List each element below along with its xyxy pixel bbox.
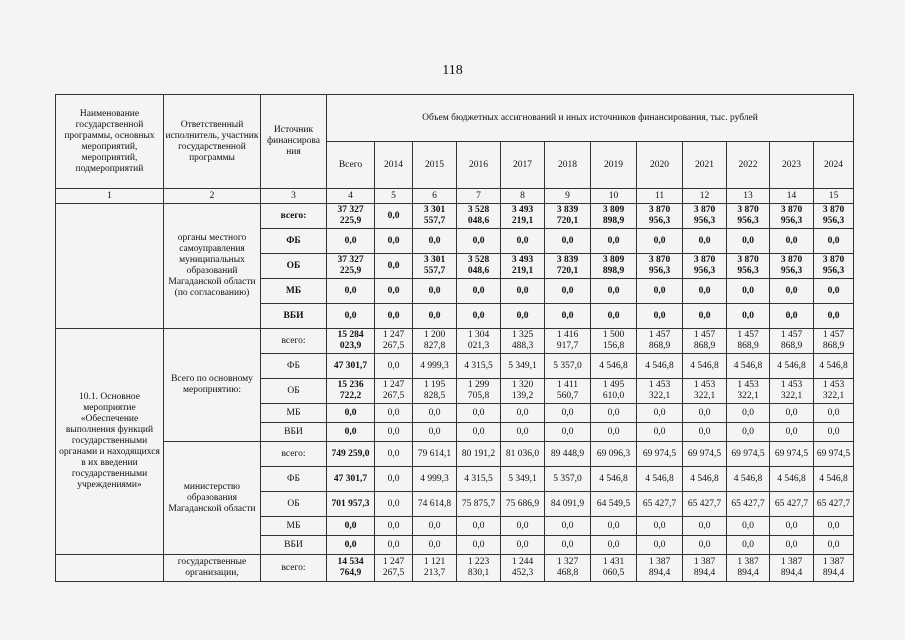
executor-cell: государственные организации,: [164, 555, 261, 582]
value-cell: 0,0: [814, 279, 854, 304]
value-cell: 0,0: [637, 536, 683, 555]
value-cell: 0,0: [814, 304, 854, 329]
value-cell: 3 493 219,1: [501, 254, 545, 279]
value-cell: 0,0: [591, 279, 637, 304]
header-program-name: Наименование государственной программы, основных мероприятий, мероприятий, подмероприятий: [56, 95, 164, 189]
source-cell: ФБ: [261, 354, 327, 379]
value-cell: 3 870 956,3: [814, 254, 854, 279]
value-cell: 89 448,9: [545, 442, 591, 467]
value-cell: 65 427,7: [683, 492, 727, 517]
value-cell: 65 427,7: [770, 492, 814, 517]
value-cell: 0,0: [770, 229, 814, 254]
value-cell: 69 974,5: [727, 442, 770, 467]
value-cell: 1 121 213,7: [413, 555, 457, 582]
value-cell: 1 299 705,8: [457, 379, 501, 404]
value-cell: 0,0: [457, 279, 501, 304]
value-cell: 4 546,8: [637, 467, 683, 492]
column-number-cell: 6: [413, 189, 457, 204]
value-cell: 3 839 720,1: [545, 204, 591, 229]
column-number-row: [56, 189, 854, 204]
value-cell: 3 870 956,3: [637, 254, 683, 279]
value-cell: 0,0: [501, 517, 545, 536]
value-cell: 0,0: [375, 279, 413, 304]
source-cell: ФБ: [261, 229, 327, 254]
value-cell: 0,0: [327, 279, 375, 304]
value-cell: 81 036,0: [501, 442, 545, 467]
source-cell: всего:: [261, 555, 327, 582]
executor-cell: органы местного самоуправления муниципальных образований Магаданской области (по согласованию): [164, 204, 261, 329]
column-number-cell: 7: [457, 189, 501, 204]
value-cell: 0,0: [591, 229, 637, 254]
header-year-cell: 2022: [727, 142, 770, 189]
value-cell: 0,0: [814, 517, 854, 536]
value-cell: 0,0: [375, 423, 413, 442]
value-cell: 1 453 322,1: [770, 379, 814, 404]
header-year-cell: 2024: [814, 142, 854, 189]
value-cell: 14 534 764,9: [327, 555, 375, 582]
value-cell: 1 457 868,9: [683, 329, 727, 354]
value-cell: 1 327 468,8: [545, 555, 591, 582]
value-cell: 0,0: [683, 536, 727, 555]
value-cell: 0,0: [501, 423, 545, 442]
column-number-cell: 15: [814, 189, 854, 204]
column-number-cell: 13: [727, 189, 770, 204]
value-cell: 0,0: [413, 423, 457, 442]
value-cell: 0,0: [501, 536, 545, 555]
value-cell: 0,0: [814, 536, 854, 555]
value-cell: 1 304 021,3: [457, 329, 501, 354]
value-cell: 0,0: [457, 517, 501, 536]
value-cell: 0,0: [814, 229, 854, 254]
header-row: [56, 95, 854, 142]
value-cell: 3 528 048,6: [457, 204, 501, 229]
value-cell: 0,0: [375, 404, 413, 423]
header-year-cell: Всего: [327, 142, 375, 189]
value-cell: 69 974,5: [770, 442, 814, 467]
value-cell: 0,0: [591, 536, 637, 555]
source-cell: ФБ: [261, 467, 327, 492]
table-row: [56, 329, 854, 354]
value-cell: 0,0: [457, 304, 501, 329]
value-cell: 0,0: [591, 304, 637, 329]
header-source: Источник финансирова ния: [261, 95, 327, 189]
value-cell: 3 870 956,3: [727, 204, 770, 229]
value-cell: 0,0: [591, 404, 637, 423]
value-cell: 0,0: [770, 279, 814, 304]
value-cell: 0,0: [327, 536, 375, 555]
header-year-cell: 2016: [457, 142, 501, 189]
value-cell: 4 546,8: [727, 354, 770, 379]
value-cell: 37 327 225,9: [327, 204, 375, 229]
value-cell: 0,0: [501, 404, 545, 423]
source-cell: ОБ: [261, 379, 327, 404]
value-cell: 0,0: [770, 517, 814, 536]
value-cell: 4 546,8: [637, 354, 683, 379]
value-cell: 84 091,9: [545, 492, 591, 517]
value-cell: 1 325 488,3: [501, 329, 545, 354]
value-cell: 3 870 956,3: [814, 204, 854, 229]
value-cell: 0,0: [327, 517, 375, 536]
value-cell: 0,0: [375, 492, 413, 517]
value-cell: 0,0: [413, 517, 457, 536]
value-cell: 0,0: [375, 354, 413, 379]
value-cell: 5 357,0: [545, 354, 591, 379]
value-cell: 1 200 827,8: [413, 329, 457, 354]
value-cell: 1 457 868,9: [814, 329, 854, 354]
value-cell: 0,0: [327, 304, 375, 329]
value-cell: 1 320 139,2: [501, 379, 545, 404]
value-cell: 74 614,8: [413, 492, 457, 517]
value-cell: 64 549,5: [591, 492, 637, 517]
value-cell: 0,0: [770, 304, 814, 329]
value-cell: 5 349,1: [501, 354, 545, 379]
value-cell: 0,0: [545, 517, 591, 536]
value-cell: 1 387 894,4: [637, 555, 683, 582]
value-cell: 3 528 048,6: [457, 254, 501, 279]
program-name-cell: [56, 204, 164, 329]
header-year-cell: 2017: [501, 142, 545, 189]
value-cell: 0,0: [501, 229, 545, 254]
value-cell: 4 546,8: [683, 467, 727, 492]
value-cell: 3 870 956,3: [770, 204, 814, 229]
value-cell: 79 614,1: [413, 442, 457, 467]
value-cell: 1 453 322,1: [727, 379, 770, 404]
value-cell: 0,0: [375, 304, 413, 329]
value-cell: 0,0: [683, 229, 727, 254]
value-cell: 3 870 956,3: [637, 204, 683, 229]
value-cell: 0,0: [727, 517, 770, 536]
value-cell: 1 247 267,5: [375, 379, 413, 404]
value-cell: 1 453 322,1: [814, 379, 854, 404]
value-cell: 0,0: [375, 536, 413, 555]
value-cell: 1 387 894,4: [770, 555, 814, 582]
value-cell: 0,0: [375, 229, 413, 254]
column-number-cell: 3: [261, 189, 327, 204]
value-cell: 15 284 023,9: [327, 329, 375, 354]
value-cell: 69 974,5: [814, 442, 854, 467]
header-year-cell: 2023: [770, 142, 814, 189]
column-number-cell: 2: [164, 189, 261, 204]
source-cell: всего:: [261, 204, 327, 229]
value-cell: 3 870 956,3: [683, 254, 727, 279]
value-cell: 1 387 894,4: [814, 555, 854, 582]
table-row: [56, 204, 854, 229]
value-cell: 0,0: [637, 404, 683, 423]
page-number: 118: [442, 63, 463, 78]
value-cell: 0,0: [591, 423, 637, 442]
value-cell: 1 244 452,3: [501, 555, 545, 582]
value-cell: 1 247 267,5: [375, 329, 413, 354]
source-cell: МБ: [261, 404, 327, 423]
value-cell: 1 495 610,0: [591, 379, 637, 404]
value-cell: 0,0: [727, 304, 770, 329]
value-cell: 4 546,8: [770, 467, 814, 492]
source-cell: всего:: [261, 329, 327, 354]
value-cell: 1 457 868,9: [637, 329, 683, 354]
value-cell: 3 493 219,1: [501, 204, 545, 229]
header-year-cell: 2018: [545, 142, 591, 189]
value-cell: 701 957,3: [327, 492, 375, 517]
value-cell: 47 301,7: [327, 467, 375, 492]
header-year-cell: 2020: [637, 142, 683, 189]
program-name-cell: 10.1. Основное мероприятие «Обеспечение выполнения функций государственными органами и находящихся в их введении государственными учреждениями»: [56, 329, 164, 555]
column-number-cell: 8: [501, 189, 545, 204]
value-cell: 0,0: [501, 304, 545, 329]
value-cell: 1 416 917,7: [545, 329, 591, 354]
value-cell: 0,0: [413, 536, 457, 555]
value-cell: 4 546,8: [814, 354, 854, 379]
value-cell: 1 247 267,5: [375, 555, 413, 582]
executor-cell: министерство образования Магаданской области: [164, 442, 261, 555]
value-cell: 0,0: [727, 536, 770, 555]
value-cell: 1 387 894,4: [683, 555, 727, 582]
column-number-cell: 9: [545, 189, 591, 204]
column-number-cell: 5: [375, 189, 413, 204]
value-cell: 749 259,0: [327, 442, 375, 467]
value-cell: 5 357,0: [545, 467, 591, 492]
value-cell: 69 974,5: [683, 442, 727, 467]
header-year-cell: 2015: [413, 142, 457, 189]
source-cell: ОБ: [261, 254, 327, 279]
value-cell: 4 315,5: [457, 467, 501, 492]
value-cell: 0,0: [501, 279, 545, 304]
table-row: [56, 442, 854, 467]
value-cell: 4 999,3: [413, 467, 457, 492]
value-cell: 65 427,7: [637, 492, 683, 517]
column-number-cell: 1: [56, 189, 164, 204]
value-cell: 0,0: [814, 423, 854, 442]
value-cell: 0,0: [413, 279, 457, 304]
value-cell: 3 870 956,3: [770, 254, 814, 279]
value-cell: 4 546,8: [591, 467, 637, 492]
value-cell: 4 546,8: [727, 467, 770, 492]
budget-table: [55, 94, 854, 582]
value-cell: 4 546,8: [814, 467, 854, 492]
value-cell: 4 546,8: [683, 354, 727, 379]
value-cell: 0,0: [683, 423, 727, 442]
value-cell: 1 431 060,5: [591, 555, 637, 582]
value-cell: 0,0: [770, 536, 814, 555]
value-cell: 3 301 557,7: [413, 204, 457, 229]
value-cell: 0,0: [457, 423, 501, 442]
value-cell: 4 999,3: [413, 354, 457, 379]
value-cell: 4 546,8: [591, 354, 637, 379]
header-year-cell: 2019: [591, 142, 637, 189]
value-cell: 1 223 830,1: [457, 555, 501, 582]
value-cell: 65 427,7: [727, 492, 770, 517]
value-cell: 1 387 894,4: [727, 555, 770, 582]
value-cell: 0,0: [327, 404, 375, 423]
column-number-cell: 14: [770, 189, 814, 204]
table-row: [56, 555, 854, 582]
value-cell: 75 875,7: [457, 492, 501, 517]
value-cell: 0,0: [375, 204, 413, 229]
header-year-cell: 2014: [375, 142, 413, 189]
value-cell: 0,0: [545, 279, 591, 304]
value-cell: 0,0: [545, 404, 591, 423]
value-cell: 0,0: [375, 467, 413, 492]
source-cell: ОБ: [261, 492, 327, 517]
value-cell: 1 411 560,7: [545, 379, 591, 404]
value-cell: 1 500 156,8: [591, 329, 637, 354]
column-number-cell: 11: [637, 189, 683, 204]
value-cell: 0,0: [683, 517, 727, 536]
source-cell: ВБИ: [261, 304, 327, 329]
value-cell: 0,0: [727, 423, 770, 442]
value-cell: 0,0: [727, 404, 770, 423]
value-cell: 0,0: [327, 423, 375, 442]
value-cell: 0,0: [457, 404, 501, 423]
column-number-cell: 12: [683, 189, 727, 204]
executor-cell: Всего по основному мероприятию:: [164, 329, 261, 442]
value-cell: 0,0: [545, 536, 591, 555]
value-cell: 3 809 898,9: [591, 204, 637, 229]
value-cell: 47 301,7: [327, 354, 375, 379]
source-cell: всего:: [261, 442, 327, 467]
value-cell: 0,0: [683, 279, 727, 304]
value-cell: 0,0: [327, 229, 375, 254]
value-cell: 0,0: [375, 254, 413, 279]
value-cell: 0,0: [375, 517, 413, 536]
source-cell: МБ: [261, 517, 327, 536]
value-cell: 0,0: [545, 304, 591, 329]
program-name-cell: [56, 555, 164, 582]
value-cell: 3 870 956,3: [727, 254, 770, 279]
value-cell: 1 457 868,9: [770, 329, 814, 354]
value-cell: 0,0: [413, 404, 457, 423]
value-cell: 65 427,7: [814, 492, 854, 517]
value-cell: 3 809 898,9: [591, 254, 637, 279]
value-cell: 0,0: [545, 423, 591, 442]
value-cell: 80 191,2: [457, 442, 501, 467]
value-cell: 0,0: [770, 404, 814, 423]
value-cell: 5 349,1: [501, 467, 545, 492]
value-cell: 0,0: [637, 279, 683, 304]
value-cell: 0,0: [413, 229, 457, 254]
source-cell: МБ: [261, 279, 327, 304]
value-cell: 0,0: [637, 229, 683, 254]
value-cell: 0,0: [727, 279, 770, 304]
value-cell: 0,0: [727, 229, 770, 254]
source-cell: ВБИ: [261, 536, 327, 555]
value-cell: 75 686,9: [501, 492, 545, 517]
value-cell: 3 301 557,7: [413, 254, 457, 279]
value-cell: 1 453 322,1: [683, 379, 727, 404]
value-cell: 0,0: [814, 404, 854, 423]
value-cell: 3 870 956,3: [683, 204, 727, 229]
value-cell: 69 974,5: [637, 442, 683, 467]
value-cell: 1 457 868,9: [727, 329, 770, 354]
value-cell: 4 546,8: [770, 354, 814, 379]
value-cell: 0,0: [637, 304, 683, 329]
value-cell: 0,0: [637, 423, 683, 442]
column-number-cell: 4: [327, 189, 375, 204]
value-cell: 0,0: [683, 304, 727, 329]
value-cell: 0,0: [457, 536, 501, 555]
header-executor: Ответственный исполнитель, участник государственной программы: [164, 95, 261, 189]
value-cell: 1 195 828,5: [413, 379, 457, 404]
source-cell: ВБИ: [261, 423, 327, 442]
value-cell: 0,0: [457, 229, 501, 254]
value-cell: 69 096,3: [591, 442, 637, 467]
value-cell: 0,0: [375, 442, 413, 467]
value-cell: 1 453 322,1: [637, 379, 683, 404]
value-cell: 0,0: [637, 517, 683, 536]
value-cell: 0,0: [591, 517, 637, 536]
value-cell: 0,0: [683, 404, 727, 423]
value-cell: 37 327 225,9: [327, 254, 375, 279]
value-cell: 0,0: [770, 423, 814, 442]
value-cell: 15 236 722,2: [327, 379, 375, 404]
value-cell: 3 839 720,1: [545, 254, 591, 279]
value-cell: 0,0: [545, 229, 591, 254]
column-number-cell: 10: [591, 189, 637, 204]
value-cell: 0,0: [413, 304, 457, 329]
value-cell: 4 315,5: [457, 354, 501, 379]
header-span-title: Объем бюджетных ассигнований и иных источников финансирования, тыс. рублей: [327, 95, 854, 142]
header-year-cell: 2021: [683, 142, 727, 189]
